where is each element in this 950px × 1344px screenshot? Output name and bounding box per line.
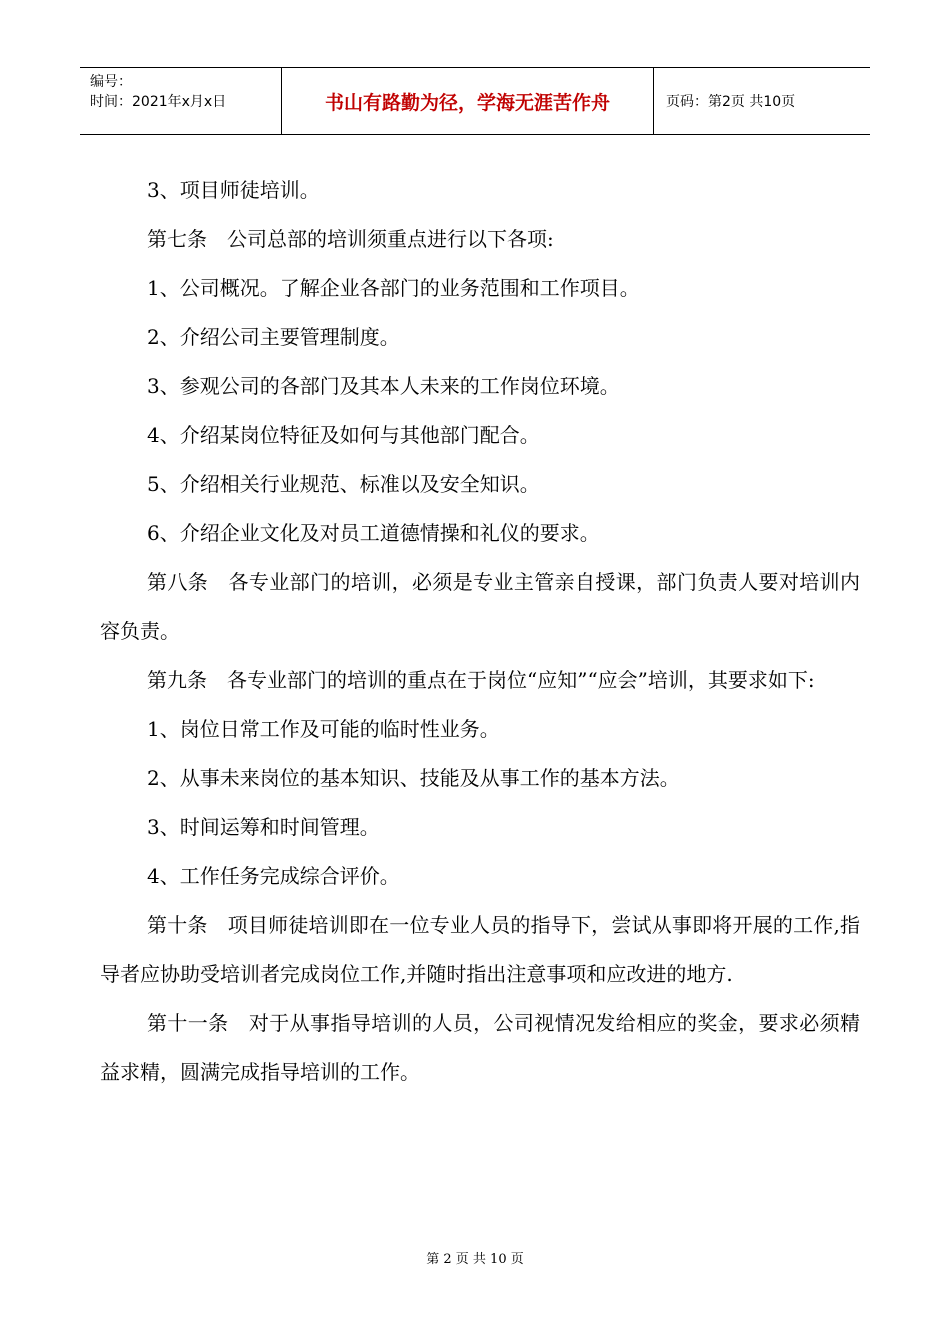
document-time-label: 时间：2021年x月x日 — [90, 94, 227, 110]
paragraph: 1、公司概况。了解企业各部门的业务范围和工作项目。 — [147, 276, 640, 300]
paragraph: 4、介绍某岗位特征及如何与其他部门配合。 — [147, 423, 540, 447]
paragraph: 第九条 各专业部门的培训的重点在于岗位“应知”“应会”培训，其要求如下: — [147, 668, 815, 692]
paragraph: 3、时间运筹和时间管理。 — [147, 815, 380, 839]
page-footer: 第 2 页 共 10 页 — [426, 1252, 524, 1267]
document-number-label: 编号： — [90, 74, 132, 90]
paragraph: 第十一条 对于从事指导培训的人员，公司视情况发给相应的奖金，要求必须精益求精，圆满完成指导培训的工作。 — [100, 1011, 860, 1084]
paragraph: 6、介绍企业文化及对员工道德情操和礼仪的要求。 — [147, 521, 600, 545]
header-page-info: 页码：第2页 共10页 — [666, 94, 796, 110]
paragraph: 第七条 公司总部的培训须重点进行以下各项: — [147, 227, 554, 251]
page-header — [80, 67, 870, 135]
paragraph: 3、项目师徒培训。 — [147, 178, 320, 202]
paragraph: 4、工作任务完成综合评价。 — [147, 864, 400, 888]
header-meta — [80, 68, 282, 134]
paragraph: 2、从事未来岗位的基本知识、技能及从事工作的基本方法。 — [147, 766, 680, 790]
paragraph: 第十条 项目师徒培训即在一位专业人员的指导下，尝试从事即将开展的工作,指导者应协助受培训者完成岗位工作,并随时指出注意事项和应改进的地方. — [100, 913, 860, 986]
header-motto: 书山有路勤为径，学海无涯苦作舟 — [282, 68, 654, 134]
paragraph: 1、岗位日常工作及可能的临时性业务。 — [147, 717, 500, 741]
document-body — [100, 166, 860, 1097]
paragraph: 3、参观公司的各部门及其本人未来的工作岗位环境。 — [147, 374, 620, 398]
paragraph: 2、介绍公司主要管理制度。 — [147, 325, 400, 349]
paragraph: 第八条 各专业部门的培训，必须是专业主管亲自授课，部门负责人要对培训内容负责。 — [100, 570, 860, 643]
paragraph: 5、介绍相关行业规范、标准以及安全知识。 — [147, 472, 540, 496]
